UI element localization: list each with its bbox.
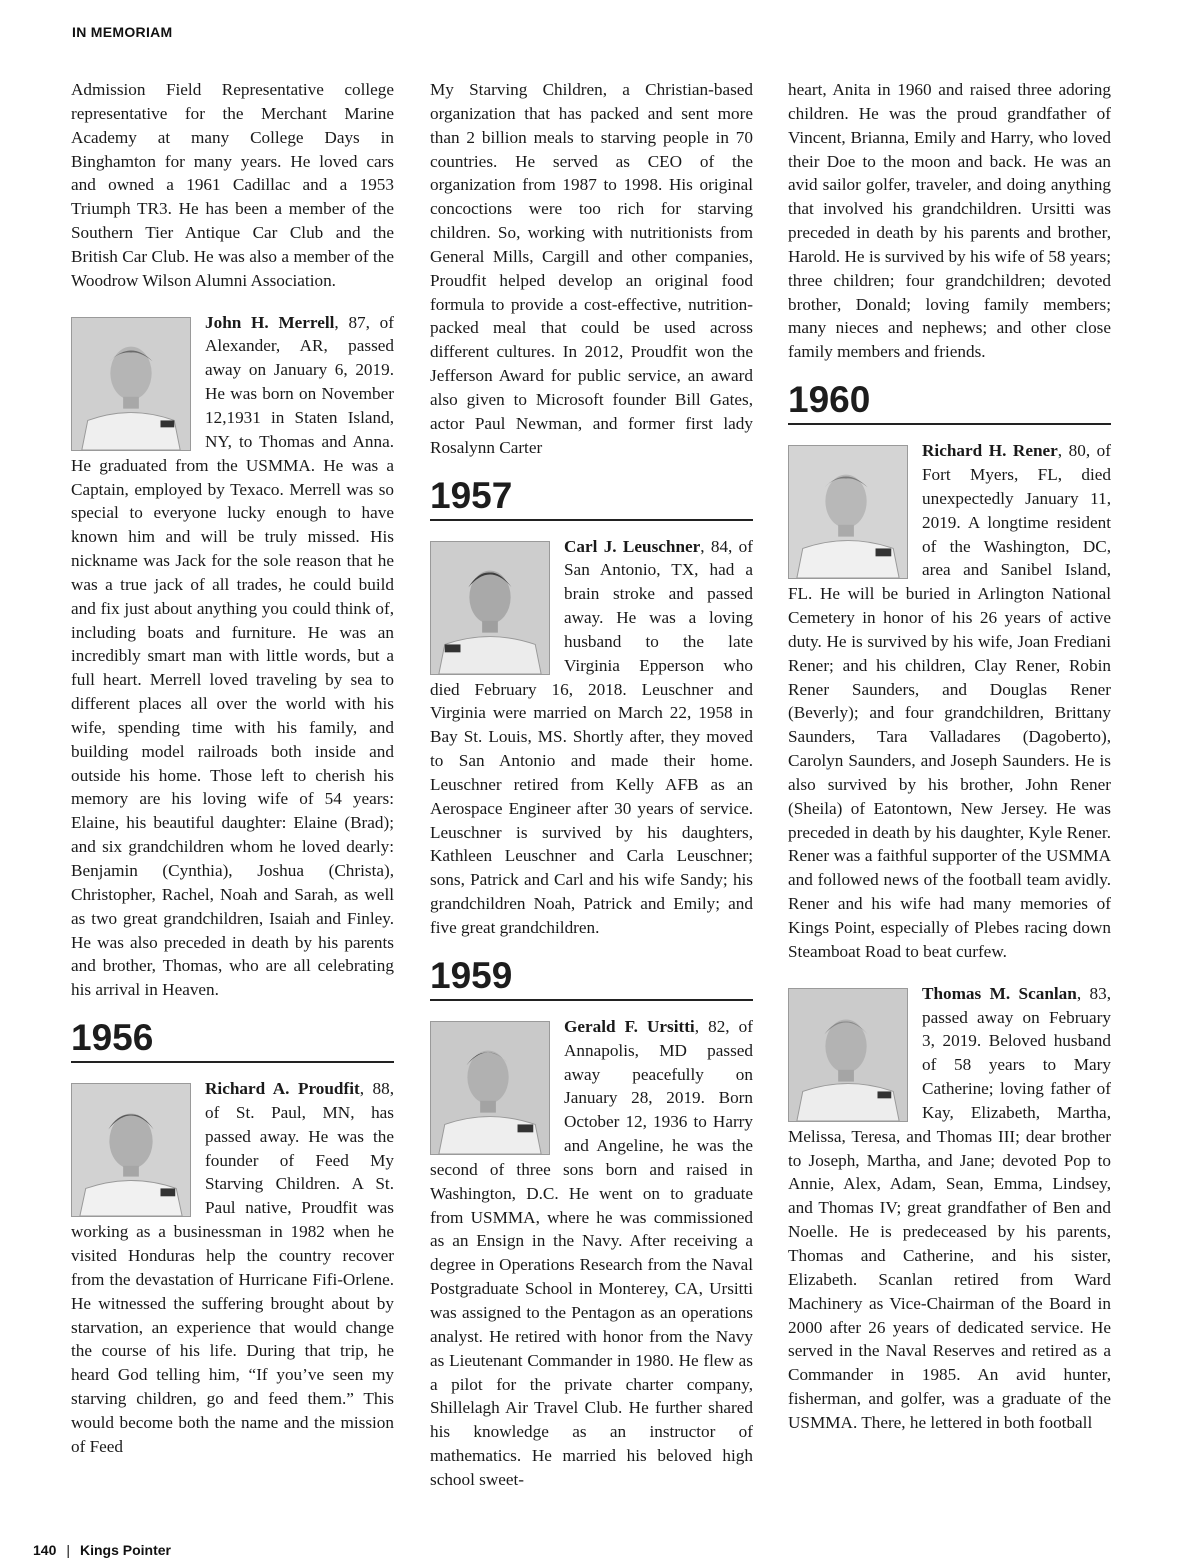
- name-merrell: John H. Merrell: [205, 312, 335, 332]
- text-proudfit: , 88, of St. Paul, MN, has passed away. He was the founder of Feed My Starving Children. A St. Paul native, Proudfit was working as a businessman in 1982 when he visited Honduras help the country recover from the devastation of Hurricane Fifi-Orlene. He witnessed the suffering brought about by starvation, an experience that would change the course of his life. During that trip, he heard God telling him, “If you’ve seen my starving children, go and feed them.” This would become both the name and the mission of Feed: [71, 1079, 394, 1456]
- publication-title: Kings Pointer: [80, 1542, 172, 1558]
- year-heading-1957: 1957: [430, 476, 753, 521]
- name-leuschner: Carl J. Leuschner: [564, 536, 701, 556]
- obituary-scanlan: [788, 982, 1111, 1435]
- obituary-leuschner: [430, 535, 753, 940]
- portrait-photo-merrell: [71, 317, 191, 451]
- obituary-ursitti: [430, 1015, 753, 1492]
- year-heading-1959: 1959: [430, 956, 753, 1001]
- portrait-photo-rener: [788, 445, 908, 579]
- name-proudfit: Richard A. Proudfit: [205, 1079, 360, 1099]
- text-ursitti: , 82, of Annapolis, MD passed away peacefully on January 28, 2019. Born October 12, 1936 to Harry and Angeline, he was the second of three sons born and raised in Washington, D.C. He went on to graduate from USMMA, where he was commissioned as an Ensign in the Navy. After receiving a degree in Operations Research from the Naval Postgraduate School in Monterey, CA, Ursitti was assigned to the Pentagon as an operations analyst. He retired with honor from the Navy as Lieutenant Commander in 1980. He flew as a pilot for the private charter company, Shillelagh Air Travel Club. He further shared his knowledge as an instructor of mathematics. He married his beloved high school sweet-: [430, 1016, 753, 1489]
- column-3: [788, 78, 1111, 1435]
- obituary-continuation: Admission Field Representative college representative for the Merchant Marine Academy at many College Days in Binghamton for many years. He loved cars and owned a 1961 Cadillac and a 1953 Triumph TR3. He has been a member of the Southern Tier Antique Car Club and the British Car Club. He was also a member of the Woodrow Wilson Alumni Association.: [71, 80, 394, 290]
- column-1: [71, 78, 394, 1459]
- text-scanlan: , 83, passed away on February 3, 2019. Beloved husband of 58 years to Mary Catherine; loving father of Kay, Elizabeth, Martha, Melissa, Teresa, and Thomas III; dear brother to Joseph, Martha, and Jane; devoted Pop to Annie, Alex, Adam, Sean, Emma, Lindsey, and Thomas IV; great grandfather of Ben and Noelle. He is predeceased by his parents, Thomas and Catherine, and his sister, Elizabeth. Scanlan retired from Ward Machinery as Vice-Chairman of the Board in 2000 after 26 years of dedicated service. He served in the Naval Reserves and retired as a Commander in 1985. An avid hunter, fisherman, and golfer, was a graduate of the USMMA. There, he lettered in both football: [788, 983, 1111, 1432]
- obituary-ursitti-continued: heart, Anita in 1960 and raised three adoring children. He was the proud grandfather of Vincent, Brianna, Emily and Harry, who loved their Doe to the moon and back. He was an avid sailor golfer, traveler, and doing anything that involved his grandchildren. Ursitti was preceded in death by his parents and brother, Harold. He is survived by his wife of 58 years; three children; four grandchildren; devoted brother, Donald; loving family members; many nieces and nephews; and other close family members and friends.: [788, 80, 1111, 362]
- name-rener: Richard H. Rener: [922, 441, 1058, 461]
- portrait-photo-proudfit: [71, 1083, 191, 1217]
- footer-separator: |: [66, 1542, 70, 1558]
- page-number: 140: [33, 1542, 57, 1558]
- text-merrell: , 87, of Alexander, AR, passed away on January 6, 2019. He was born on November 12,1931 in Staten Island, NY, to Thomas and Anna. He graduated from the USMMA. He was a Captain, employed by Texaco. Merrell was so special to everyone lucky enough to have known him and will be truly missed. His nickname was Jack for the sole reason that he was a true jack of all trades, he could build and fix just about anything you could think of, including boats and furniture. He was an incredibly smart man with little words, but a full heart. Merrell loved traveling by sea to different places all over the world with his wife, spending time with his family, and building model railroads both inside and outside his home. Those left to cherish his memory are his loving wife of 54 years: Elaine, his beautiful daughter: Elaine (Brad); and six grandchildren whom he loved dearly: Benjamin (Cynthia), Joshua (Christa), Christopher, Rachel, Noah and Sarah, as well as two great grandchildren, Isaiah and Finley. He was also preceded in death by his parents and brother, Thomas, who are all celebrating his arrival in Heaven.: [71, 312, 394, 1000]
- name-scanlan: Thomas M. Scanlan: [922, 983, 1077, 1003]
- obituary-proudfit: [71, 1077, 394, 1459]
- obituary-merrell: [71, 311, 394, 1002]
- section-label: IN MEMORIAM: [72, 24, 173, 40]
- portrait-photo-ursitti: [430, 1021, 550, 1155]
- year-heading-1960: 1960: [788, 380, 1111, 425]
- year-heading-1956: 1956: [71, 1018, 394, 1063]
- portrait-photo-leuschner: [430, 541, 550, 675]
- obituary-proudfit-continued: My Starving Children, a Christian-based organization that has packed and sent more than 2 billion meals to starving people in 70 countries. He served as CEO of the organization from 1987 to 1998. His original concoctions were too rich for starving children. So, working with nutritionists from General Mills, Cargill and other companies, Proudfit helped develop an original food formula to provide a cost-effective, nutrition-packed meal that could be used across different cultures. In 2012, Proudfit won the Jefferson Award for public service, an award also given to Microsoft founder Bill Gates, actor Paul Newman, and former first lady Rosalynn Carter: [430, 80, 753, 457]
- column-2: [430, 78, 753, 1492]
- obituary-rener: [788, 439, 1111, 964]
- text-leuschner: , 84, of San Antonio, TX, had a brain stroke and passed away. He was a loving husband to the late Virginia Epperson who died February 16, 2018. Leuschner and Virginia were married on March 22, 1958 in Bay St. Louis, MS. Shortly after, they moved to San Antonio and made their home. Leuschner retired from Kelly AFB as an Aerospace Engineer after 30 years of service. Leuschner is survived by his daughters, Kathleen Leuschner and Carla Leuschner; sons, Patrick and Carl and his wife Sandy; his grandchildren Noah, Patrick and Emily; and five great grandchildren.: [430, 536, 753, 937]
- name-ursitti: Gerald F. Ursitti: [564, 1016, 695, 1036]
- page-footer: [33, 1542, 171, 1558]
- portrait-photo-scanlan: [788, 988, 908, 1122]
- text-rener: , 80, of Fort Myers, FL, died unexpectedly January 11, 2019. A longtime resident of the Washington, DC, area and Sanibel Island, FL. He will be buried in Arlington National Cemetery in honor of his 26 years of active duty. He is survived by his wife, Joan Frediani Rener; and his children, Clay Rener, Robin Rener Saunders, and Douglas Rener (Beverly); and four grandchildren, Brittany Saunders, Tara Valladares (Dagoberto), Carolyn Saunders, and Joseph Saunders. He is also survived by his brother, John Rener (Sheila) of Eatontown, New Jersey. He was preceded in death by his daughter, Kyle Rener. Rener was a faithful supporter of the USMMA and followed news of the football team avidly. Rener and his wife had many memories of Kings Point, especially of Plebes racing down Steamboat Road to beat curfew.: [788, 441, 1111, 961]
